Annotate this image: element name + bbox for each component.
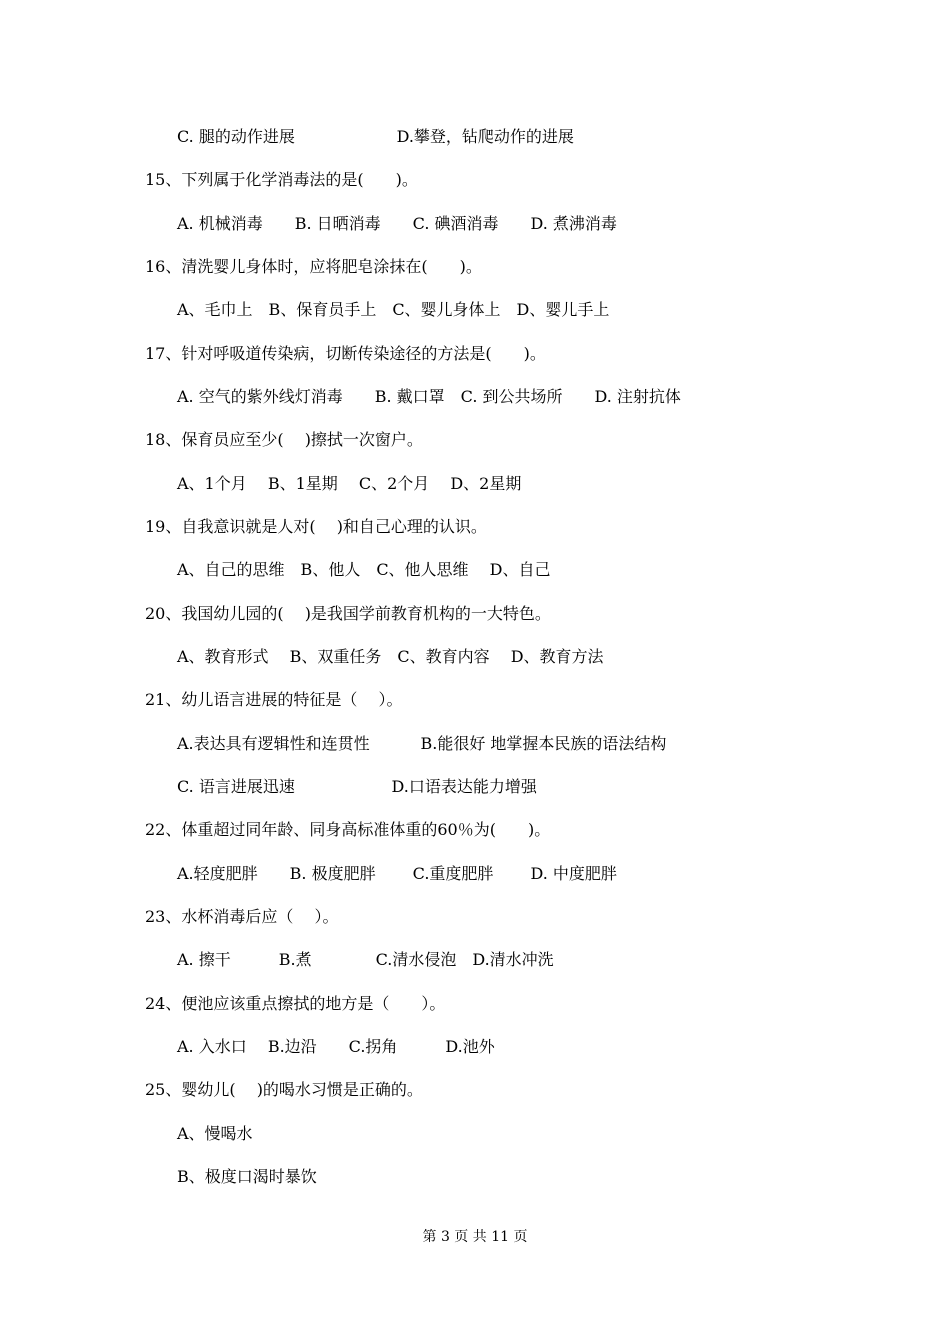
q20-options: A、教育形式 B、双重任务 C、教育内容 D、教育方法 [177,647,604,666]
question-17: 17、针对呼吸道传染病，切断传染途径的方法是( )。 [145,344,546,363]
question-20: 20、我国幼儿园的( )是我国学前教育机构的一大特色。 [145,604,551,623]
q17-options: A. 空气的紫外线灯消毒 B. 戴口罩 C. 到公共场所 D. 注射抗体 [177,387,681,406]
question-21: 21、幼儿语言进展的特征是（ ）。 [145,690,403,709]
question-24: 24、便池应该重点擦拭的地方是（ ）。 [145,994,446,1013]
q25-option-a: A、慢喝水 [177,1124,253,1143]
q15-options: A. 机械消毒 B. 日晒消毒 C. 碘酒消毒 D. 煮沸消毒 [177,214,617,233]
q18-options: A、1个月 B、1星期 C、2个月 D、2星期 [177,474,522,493]
page-footer: 第 3 页 共 11 页 [422,1229,528,1245]
question-16: 16、清洗婴儿身体时，应将肥皂涂抹在( )。 [145,257,482,276]
question-15: 15、下列属于化学消毒法的是( )。 [145,170,418,189]
q22-options: A.轻度肥胖 B. 极度肥胖 C.重度肥胖 D. 中度肥胖 [177,864,617,883]
question-23: 23、水杯消毒后应（ ）。 [145,907,339,926]
question-22: 22、体重超过同年龄、同身高标准体重的60％为( )。 [145,820,551,839]
question-19: 19、自我意识就是人对( )和自己心理的认识。 [145,517,487,536]
q25-option-b: B、极度口渴时暴饮 [177,1167,317,1186]
q23-options: A. 擦干 B.煮 C.清水侵泡 D.清水冲洗 [177,950,554,969]
q19-options: A、自己的思维 B、他人 C、他人思维 D、自己 [177,560,551,579]
question-18: 18、保育员应至少( )擦拭一次窗户。 [145,430,423,449]
q24-options: A. 入水口 B.边沿 C.拐角 D.池外 [177,1037,495,1056]
question-25: 25、婴幼儿( )的喝水习惯是正确的。 [145,1080,423,1099]
q14-options-cd: C. 腿的动作进展 D.攀登，钻爬动作的进展 [177,127,574,146]
q21-options-cd: C. 语言进展迅速 D.口语表达能力增强 [177,777,537,796]
q21-options-ab: A.表达具有逻辑性和连贯性 B.能很好 地掌握本民族的语法结构 [177,734,667,753]
q16-options: A、毛巾上 B、保育员手上 C、婴儿身体上 D、婴儿手上 [177,300,610,319]
